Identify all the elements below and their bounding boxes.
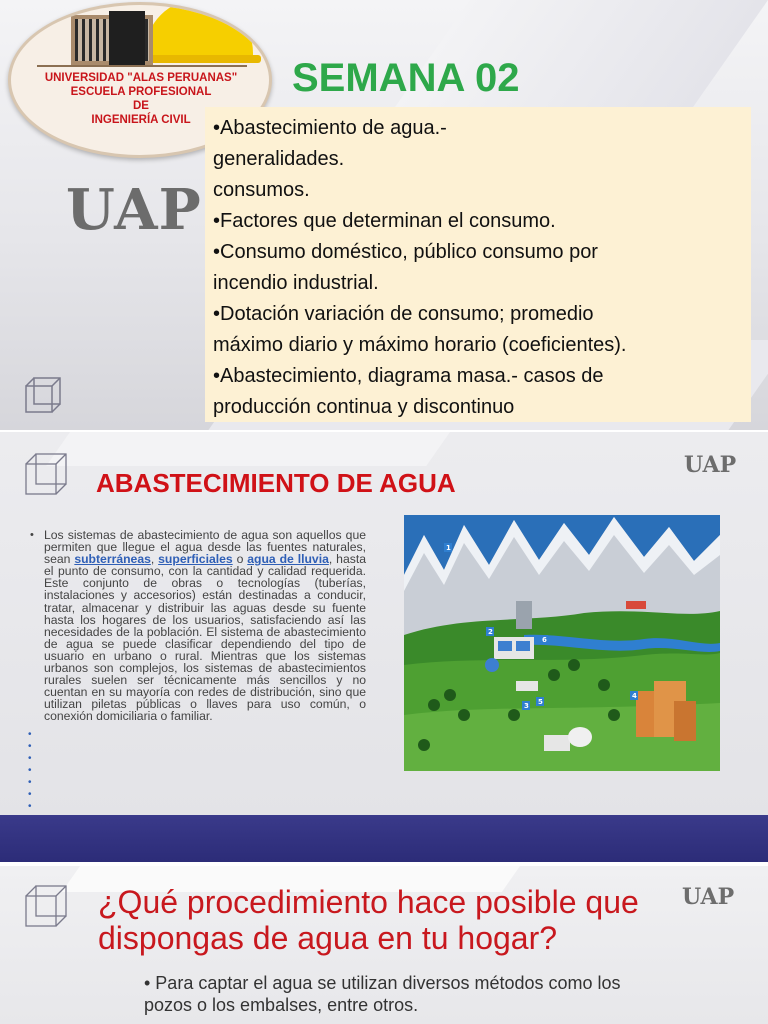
bullet-dot: • xyxy=(28,765,32,776)
marker-2: 2 xyxy=(488,628,493,636)
building-tower xyxy=(109,11,145,65)
paragraph-text: , hasta el punto de consumo, con la cantidad y calidad requerida. Este conjunto de obras o tecnologías (tuberías, instalaciones y accesorios) están destinadas a conducir, tratar, almacenar y distribuir las aguas desde su fuente hasta los hogares de los usuarios, satisfaciendo así las necesidades de la población. El sistema de abastecimiento de agua se puede clasificar dependiendo del tipo de usuario en urbano o rural. Mientras que los sistemas urbanos son complejos, los sistemas de abastecimientos rurales suelen ser técnicamente más sencillos y no cuentan en su mayoría con redes de distribución, sino que utilizan piletas públicas o llaves para uso común, o conexión domiciliaria o familiar. xyxy=(44,552,366,724)
bullet-dot: • xyxy=(28,729,32,740)
paragraph-separator: , xyxy=(150,552,159,567)
logo-line-3: DE xyxy=(133,100,149,112)
slide-3 xyxy=(0,866,768,1024)
topic-line: máximo diario y máximo horario (coeficientes). xyxy=(213,334,627,356)
question-title: ¿Qué procedimiento hace posible que dispongas de agua en tu hogar? xyxy=(98,884,639,956)
cube-icon xyxy=(24,884,68,928)
water-supply-illustration xyxy=(404,515,720,771)
section-title: ABASTECIMIENTO DE AGUA xyxy=(96,468,456,498)
link-agua-de-lluvia[interactable]: agua de lluvia xyxy=(247,552,329,567)
topic-line: consumos. xyxy=(213,179,310,201)
paragraph-separator: o xyxy=(232,552,248,567)
slide-title: SEMANA 02 xyxy=(292,56,520,100)
paragraph-text: Los sistemas de abastecimiento de agua son aquellos que permiten que llegue el agua desde las fuentes naturales, sean xyxy=(44,528,366,567)
topic-line: •Abastecimiento de agua.- xyxy=(213,117,447,139)
decorative-stripe xyxy=(46,432,450,466)
helmet-brim xyxy=(135,55,261,63)
uap-brand: UAP xyxy=(66,177,202,243)
link-superficiales[interactable]: superficiales xyxy=(158,552,233,567)
navy-band xyxy=(0,815,768,862)
topic-line: producción continua y discontinuo xyxy=(213,396,515,418)
bullet-dot: • xyxy=(28,753,32,764)
bullet-dot: • xyxy=(28,801,32,812)
topic-line: •Dotación variación de consumo; promedio xyxy=(213,303,594,325)
bullet-dot: • xyxy=(30,529,34,541)
slide-2 xyxy=(0,432,768,862)
cube-icon xyxy=(24,376,62,414)
logo-line-1: UNIVERSIDAD "ALAS PERUANAS" xyxy=(44,72,238,84)
marker-5: 5 xyxy=(538,698,543,706)
marker-1: 1 xyxy=(446,544,451,552)
topic-line: •Abastecimiento, diagrama masa.- casos de xyxy=(213,365,604,387)
link-subterraneas[interactable]: subterráneas xyxy=(74,552,151,567)
topics-box xyxy=(205,107,751,422)
bullet-dot: • xyxy=(28,741,32,752)
helmet-icon xyxy=(145,2,253,61)
bullet-column xyxy=(28,532,34,825)
bullet-text: • Para captar el agua se utilizan diversos métodos como los pozos o los embalses, entre otros. xyxy=(144,973,621,1015)
uap-brand: UAP xyxy=(682,884,735,910)
marker-3: 3 xyxy=(524,702,529,710)
topic-line: •Factores que determinan el consumo. xyxy=(213,210,556,232)
uap-brand: UAP xyxy=(684,452,737,478)
topic-line: generalidades. xyxy=(213,148,345,170)
slide-1 xyxy=(0,0,768,430)
marker-6: 6 xyxy=(542,636,547,644)
body-paragraph xyxy=(44,529,366,723)
logo-divider xyxy=(37,65,247,67)
marker-4: 4 xyxy=(632,692,637,700)
topic-line: incendio industrial. xyxy=(213,272,379,294)
bullet-dot: • xyxy=(28,777,32,788)
topic-line: •Consumo doméstico, público consumo por xyxy=(213,241,598,263)
cube-icon xyxy=(24,452,68,496)
logo-line-4: INGENIERÍA CIVIL xyxy=(91,114,191,126)
logo-line-2: ESCUELA PROFESIONAL xyxy=(70,86,212,98)
bullet-dot: • xyxy=(28,789,32,800)
